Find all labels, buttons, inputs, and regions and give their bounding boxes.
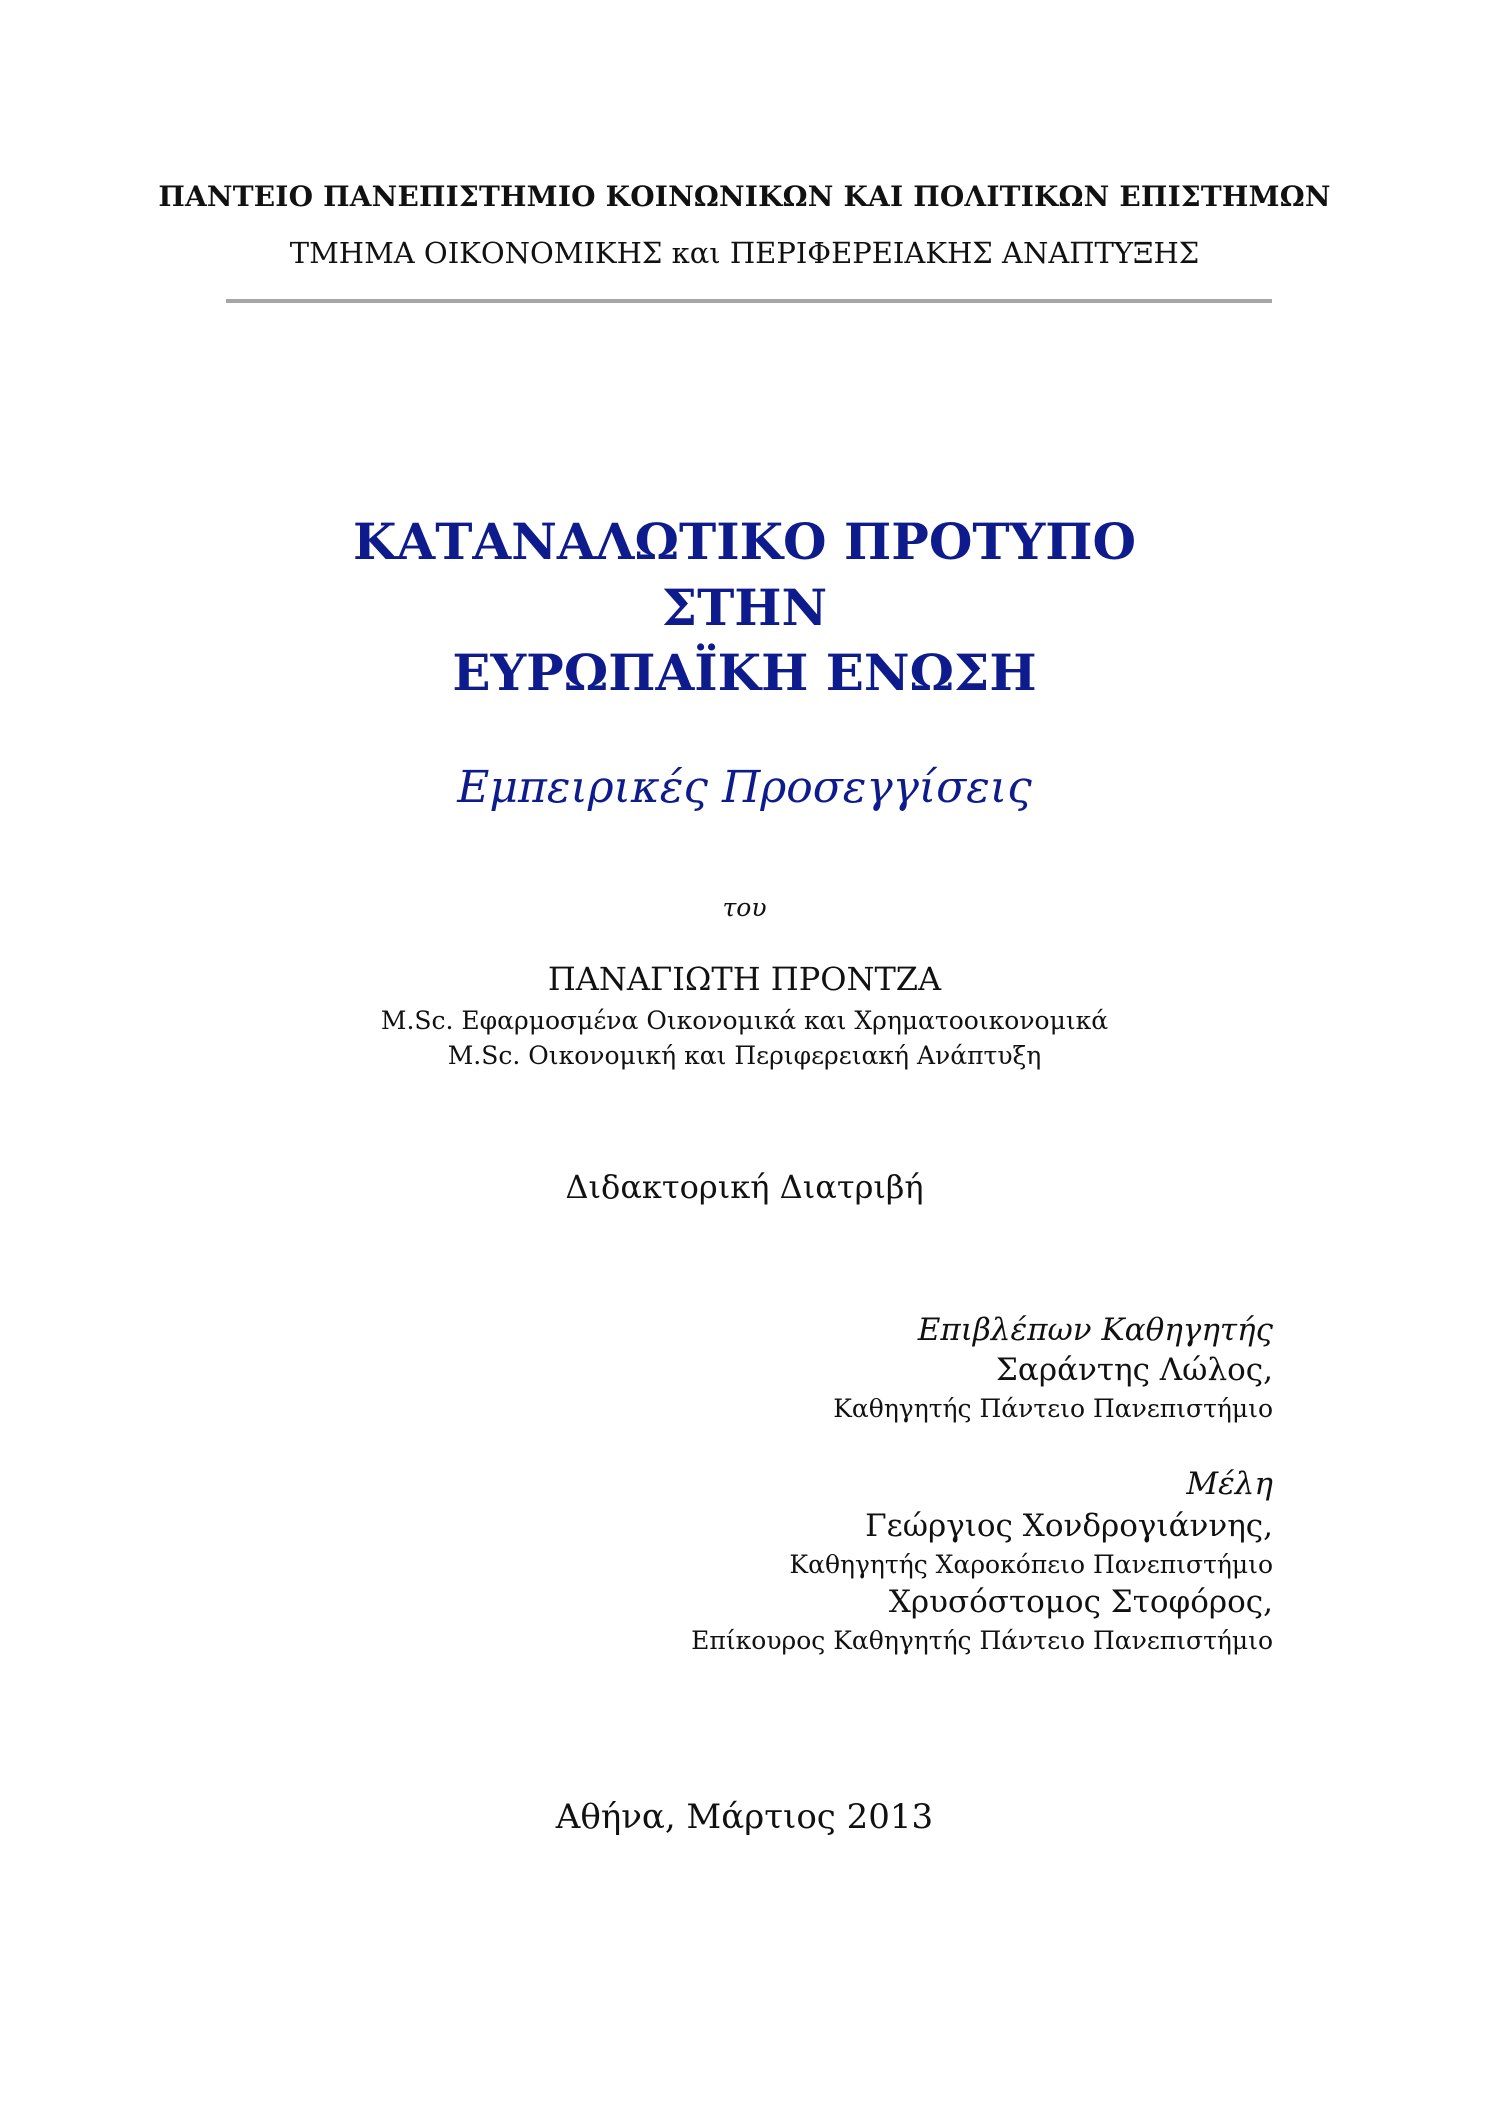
department-name: ΤΜΗΜΑ ΟΙΚΟΝΟΜΙΚΗΣ και ΠΕΡΙΦΕΡΕΙΑΚΗΣ ΑΝΑΠΤΥΞΗΣ: [289, 236, 1200, 270]
author-name: ΠΑΝΑΓΙΩΤΗ ΠΡΟΝΤΖΑ: [547, 960, 942, 998]
supervisor-role: Επιβλέπων Καθηγητής: [917, 1312, 1273, 1348]
place-date: Αθήνα, Μάρτιος 2013: [555, 1797, 934, 1837]
title-line-2: ΣΤΗΝ: [661, 578, 828, 637]
member-1-affiliation: Καθηγητής Χαροκόπειο Πανεπιστήμιο: [789, 1550, 1273, 1579]
member-2-name: Χρυσόστομος Στοφόρος,: [888, 1584, 1273, 1620]
title-line-1: ΚΑΤΑΝΑΛΩΤΙΚΟ ΠΡΟΤΥΠΟ: [352, 512, 1137, 571]
university-name: ΠΑΝΤΕΙΟ ΠΑΝΕΠΙΣΤΗΜΙΟ ΚΟΙΝΩΝΙΚΩΝ ΚΑΙ ΠΟΛΙΤΙΚΩΝ ΕΠΙΣΤΗΜΩΝ: [158, 180, 1331, 213]
title-line-3: ΕΥΡΩΠΑΪΚΗ ΕΝΩΣΗ: [452, 643, 1037, 702]
member-1-name: Γεώργιος Χονδρογιάννης,: [865, 1508, 1273, 1544]
members-role: Μέλη: [1186, 1466, 1273, 1502]
document-type: Διδακτορική Διατριβή: [565, 1168, 924, 1206]
header-divider: [226, 299, 1272, 303]
member-2-affiliation: Επίκουρος Καθηγητής Πάντειο Πανεπιστήμιο: [691, 1626, 1273, 1655]
supervisor-affiliation: Καθηγητής Πάντειο Πανεπιστήμιο: [833, 1394, 1273, 1423]
by-label: του: [722, 893, 767, 922]
supervisor-name: Σαράντης Λώλος,: [996, 1352, 1273, 1388]
author-degree-2: M.Sc. Οικονομική και Περιφερειακή Ανάπτυξη: [447, 1041, 1042, 1070]
subtitle: Εμπειρικές Προσεγγίσεις: [457, 762, 1032, 813]
author-degree-1: M.Sc. Εφαρμοσμένα Οικονομικά και Χρηματοοικονομικά: [380, 1006, 1109, 1035]
